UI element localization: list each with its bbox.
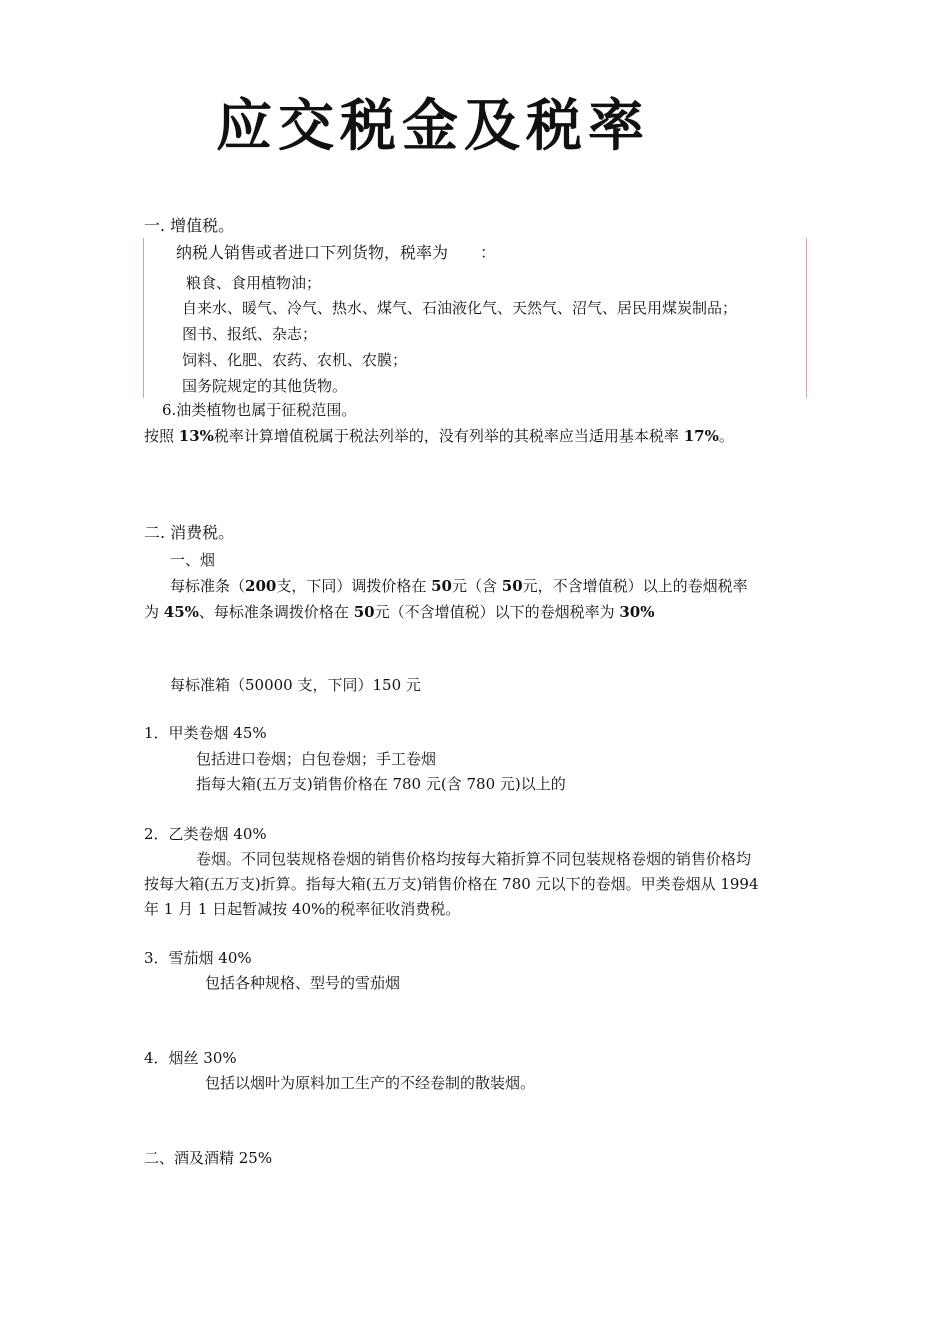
category-3-line: 包括各种规格、型号的雪茄烟 (205, 974, 401, 992)
tobacco-subheading: 一、烟 (170, 551, 216, 569)
box-right-border (806, 238, 807, 398)
alcohol-subheading: 二、酒及酒精 25% (144, 1149, 273, 1167)
category-1-line: 包括进口卷烟；白包卷烟；手工卷烟 (196, 750, 437, 768)
category-4-line: 包括以烟叶为原料加工生产的不经卷制的散装烟。 (205, 1074, 536, 1092)
vat-box-item: 饲料、化肥、农药、农机、农膜； (182, 351, 408, 369)
vat-box-item: 图书、报纸、杂志； (182, 325, 318, 343)
consumption-heading: 二. 消费税。 (144, 523, 235, 542)
vat-box-intro: 纳税人销售或者进口下列货物，税率为 ： (176, 243, 497, 262)
box-left-border (143, 238, 144, 398)
category-2-line: 按每大箱(五万支)折算。指每大箱(五万支)销售价格在 780 元以下的卷烟。甲类卷烟从 1994 (144, 875, 759, 893)
category-2-line: 年 1 月 1 日起暂减按 40%的税率征收消费税。 (144, 900, 461, 918)
tobacco-para-line: 每标准条（200支，下同）调拨价格在 50元（含 50元，不含增值税）以上的卷烟税率 (170, 577, 748, 595)
category-1-line: 指每大箱(五万支)销售价格在 780 元(含 780 元)以上的 (196, 775, 566, 793)
category-4-title: 4．烟丝 30% (144, 1049, 237, 1067)
tobacco-para-line: 为 45%、每标准条调拨价格在 50元（不含增值税）以下的卷烟税率为 30% (144, 603, 655, 621)
vat-heading: 一. 增值税。 (144, 216, 235, 235)
category-2-line: 卷烟。不同包装规格卷烟的销售价格均按每大箱折算不同包装规格卷烟的销售价格均 (196, 850, 752, 868)
vat-note: 按照 13%税率计算增值税属于税法列举的，没有列举的其税率应当适用基本税率 17%。 (144, 427, 734, 445)
category-2-title: 2．乙类卷烟 40% (144, 825, 267, 843)
vat-box-item: 粮食、食用植物油； (186, 274, 322, 292)
page-title: 应交税金及税率 (216, 93, 650, 159)
vat-item-6: 6.油类植物也属于征税范围。 (162, 401, 357, 419)
vat-box-item: 国务院规定的其他货物。 (182, 377, 348, 395)
case-rate-line: 每标准箱（50000 支，下同）150 元 (170, 676, 421, 694)
vat-box-item: 自来水、暖气、冷气、热水、煤气、石油液化气、天然气、沼气、居民用煤炭制品； (182, 299, 738, 317)
category-3-title: 3．雪茄烟 40% (144, 949, 252, 967)
category-1-title: 1．甲类卷烟 45% (144, 724, 267, 742)
